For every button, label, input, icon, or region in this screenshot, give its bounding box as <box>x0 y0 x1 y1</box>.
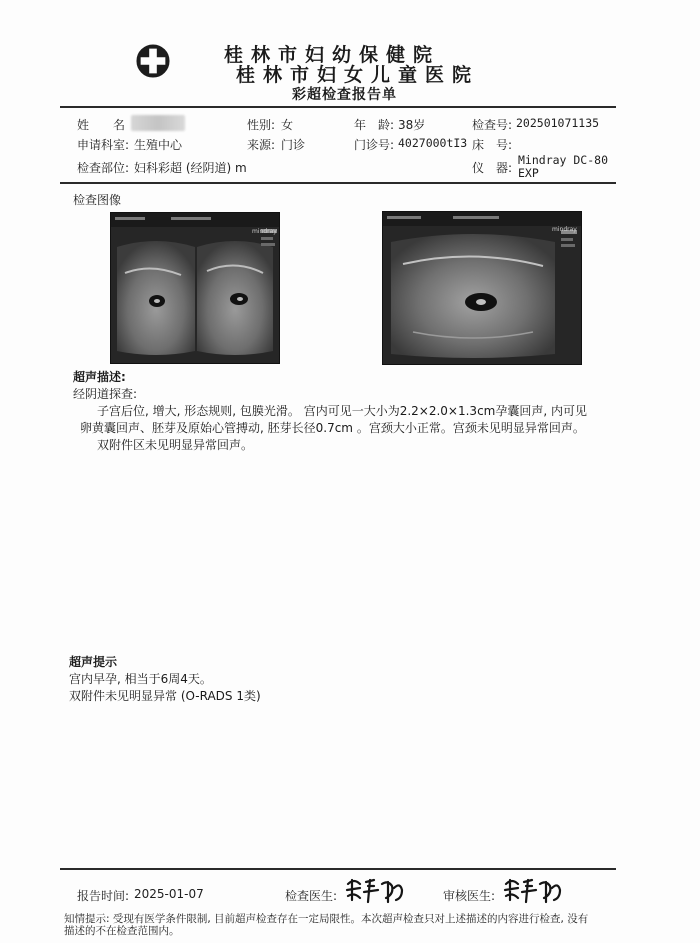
clinic-no-value: 4027000tI3 <box>398 136 468 150</box>
device-value-1: Mindray DC-80 <box>518 153 609 167</box>
report-time-value: 2025-01-07 <box>134 887 204 901</box>
findings-line-2: 卵黄囊回声、胚芽及原始心管搏动, 胚芽长径0.7cm 。宫颈大小正常。宫颈未见明显异常回声。 <box>80 421 585 435</box>
ultrasound-scan-right-icon <box>383 212 581 364</box>
device-label: 仪 器: <box>472 161 513 175</box>
exam-no-value: 202501071135 <box>516 116 600 130</box>
source-label: 来源: <box>247 138 276 152</box>
report-title: 彩超检查报告单 <box>292 87 397 103</box>
ultrasound-brand-right: mindray <box>552 226 577 233</box>
sex-label: 性别: <box>247 118 276 132</box>
ultrasound-brand-left: mindray <box>252 228 277 235</box>
exam-site-label: 检查部位: <box>77 161 130 175</box>
hospital-name-2: 桂林市妇女儿童医院 <box>236 64 480 86</box>
exam-site-value: 妇科彩超 (经阴道) m <box>134 161 247 175</box>
reviewer-label: 审核医生: <box>443 889 496 903</box>
report-time-label: 报告时间: <box>77 889 130 903</box>
clinic-no-label: 门诊号: <box>354 138 395 152</box>
conclusion-line-2: 双附件未见明显异常 (O-RADS 1类) <box>69 689 261 703</box>
redacted-name <box>131 115 185 131</box>
footer-rule-top <box>60 868 616 870</box>
sex-value: 女 <box>281 118 294 132</box>
conclusion-line-1: 宫内早孕, 相当于6周4天。 <box>69 672 212 686</box>
findings-method: 经阴道探查: <box>73 387 138 401</box>
ultrasound-scan-left-icon <box>111 213 279 363</box>
dept-value: 生殖中心 <box>134 138 183 152</box>
source-value: 门诊 <box>281 138 306 152</box>
notice-line-2: 描述的不在检查范围内。 <box>64 925 180 937</box>
dept-label: 申请科室: <box>77 138 130 152</box>
bed-label: 床 号: <box>472 138 513 152</box>
age-value: 38岁 <box>398 118 426 132</box>
ultrasound-image-single <box>382 211 582 365</box>
header-rule-top <box>60 106 616 108</box>
hospital-name-1: 桂林市妇幼保健院 <box>224 44 441 66</box>
findings-line-1: 子宫后位, 增大, 形态规则, 包膜光滑。 宫内可见一大小为2.2×2.0×1.3cm孕囊回声, 内可见 <box>97 404 587 418</box>
exam-no-label: 检查号: <box>472 118 513 132</box>
examiner-label: 检查医生: <box>285 889 338 903</box>
findings-line-3: 双附件区未见明显异常回声。 <box>97 438 254 452</box>
examiner-signature-icon <box>344 876 406 904</box>
reviewer-signature-icon <box>502 876 564 904</box>
notice-line-1: 知情提示: 受现有医学条件限制, 目前超声检查存在一定局限性。本次超声检查只对上述描述的内容进行检查, 没有 <box>64 913 589 925</box>
conclusion-label: 超声提示 <box>69 655 118 669</box>
header-rule-bottom <box>60 182 616 184</box>
name-label: 姓 名 <box>77 118 126 132</box>
age-label: 年 龄: <box>354 118 395 132</box>
findings-label: 超声描述: <box>73 370 126 384</box>
device-value-2: EXP <box>518 166 539 180</box>
images-label: 检查图像 <box>73 193 122 207</box>
